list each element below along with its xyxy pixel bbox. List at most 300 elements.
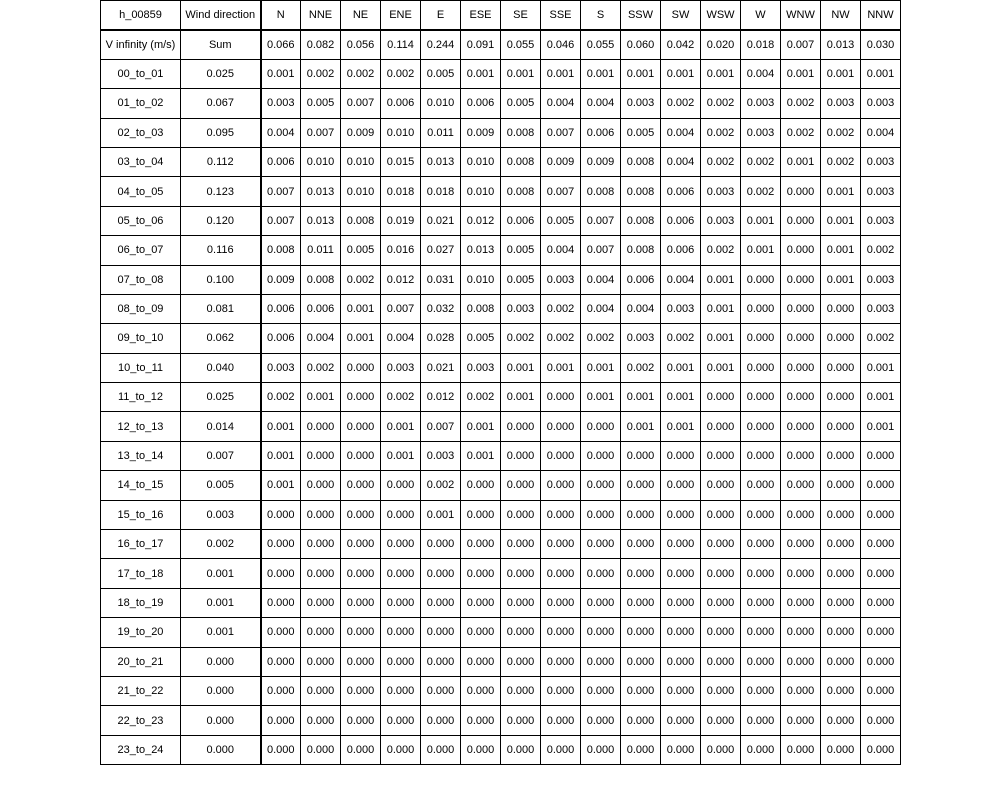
- frequency-cell: 0.001: [821, 265, 861, 294]
- frequency-cell: 0.000: [421, 588, 461, 617]
- frequency-cell: 0.004: [741, 59, 781, 88]
- frequency-cell: 0.000: [301, 559, 341, 588]
- direction-total: 0.042: [661, 30, 701, 59]
- frequency-cell: 0.000: [341, 676, 381, 705]
- frequency-cell: 0.003: [701, 177, 741, 206]
- frequency-cell: 0.000: [581, 471, 621, 500]
- frequency-cell: 0.000: [621, 588, 661, 617]
- frequency-cell: 0.001: [341, 324, 381, 353]
- speed-bin-row: [101, 676, 901, 705]
- speed-bin-label: 00_to_01: [101, 59, 181, 88]
- frequency-cell: 0.001: [741, 206, 781, 235]
- frequency-cell: 0.004: [261, 118, 301, 147]
- frequency-cell: 0.001: [301, 383, 341, 412]
- direction-total: 0.114: [381, 30, 421, 59]
- frequency-cell: 0.000: [501, 530, 541, 559]
- frequency-cell: 0.001: [541, 353, 581, 382]
- speed-bin-label: 02_to_03: [101, 118, 181, 147]
- speed-bin-sum: 0.000: [181, 706, 261, 735]
- frequency-cell: 0.001: [621, 59, 661, 88]
- frequency-cell: 0.000: [541, 618, 581, 647]
- frequency-cell: 0.010: [461, 177, 501, 206]
- speed-bin-sum: 0.001: [181, 559, 261, 588]
- frequency-cell: 0.001: [341, 294, 381, 323]
- frequency-cell: 0.004: [621, 294, 661, 323]
- frequency-cell: 0.001: [541, 59, 581, 88]
- frequency-cell: 0.000: [861, 588, 901, 617]
- frequency-cell: 0.001: [381, 441, 421, 470]
- frequency-cell: 0.000: [301, 412, 341, 441]
- frequency-cell: 0.000: [301, 735, 341, 764]
- frequency-cell: 0.000: [341, 618, 381, 647]
- frequency-cell: 0.000: [621, 618, 661, 647]
- frequency-cell: 0.000: [581, 441, 621, 470]
- frequency-cell: 0.000: [421, 676, 461, 705]
- frequency-cell: 0.002: [661, 324, 701, 353]
- frequency-cell: 0.000: [261, 500, 301, 529]
- frequency-cell: 0.000: [781, 324, 821, 353]
- frequency-cell: 0.003: [861, 206, 901, 235]
- wind-frequency-table: [100, 0, 901, 765]
- frequency-cell: 0.000: [781, 500, 821, 529]
- frequency-cell: 0.000: [701, 500, 741, 529]
- frequency-cell: 0.000: [341, 471, 381, 500]
- frequency-cell: 0.027: [421, 236, 461, 265]
- direction-total: 0.030: [861, 30, 901, 59]
- frequency-cell: 0.001: [461, 412, 501, 441]
- frequency-cell: 0.000: [821, 324, 861, 353]
- speed-bin-sum: 0.062: [181, 324, 261, 353]
- frequency-cell: 0.000: [581, 735, 621, 764]
- frequency-cell: 0.000: [341, 735, 381, 764]
- frequency-cell: 0.000: [781, 471, 821, 500]
- frequency-cell: 0.000: [861, 471, 901, 500]
- frequency-cell: 0.006: [261, 294, 301, 323]
- direction-header: SSE: [541, 1, 581, 30]
- frequency-cell: 0.000: [781, 441, 821, 470]
- frequency-cell: 0.008: [501, 147, 541, 176]
- speed-bin-row: [101, 383, 901, 412]
- speed-bin-row: [101, 647, 901, 676]
- frequency-cell: 0.005: [501, 89, 541, 118]
- speed-bin-row: [101, 324, 901, 353]
- frequency-cell: 0.000: [741, 530, 781, 559]
- speed-bin-label: 22_to_23: [101, 706, 181, 735]
- frequency-cell: 0.000: [821, 588, 861, 617]
- frequency-cell: 0.000: [581, 676, 621, 705]
- frequency-cell: 0.000: [661, 706, 701, 735]
- frequency-cell: 0.000: [461, 618, 501, 647]
- speed-bin-row: [101, 147, 901, 176]
- speed-bin-sum: 0.000: [181, 735, 261, 764]
- speed-bin-row: [101, 618, 901, 647]
- frequency-cell: 0.000: [261, 647, 301, 676]
- frequency-cell: 0.001: [381, 412, 421, 441]
- speed-bin-label: 12_to_13: [101, 412, 181, 441]
- speed-bin-sum: 0.116: [181, 236, 261, 265]
- frequency-cell: 0.008: [621, 236, 661, 265]
- frequency-cell: 0.000: [581, 618, 621, 647]
- frequency-cell: 0.005: [541, 206, 581, 235]
- frequency-cell: 0.000: [541, 706, 581, 735]
- frequency-cell: 0.003: [861, 294, 901, 323]
- frequency-cell: 0.000: [301, 441, 341, 470]
- frequency-cell: 0.000: [701, 647, 741, 676]
- frequency-cell: 0.003: [741, 118, 781, 147]
- speed-bin-row: [101, 471, 901, 500]
- frequency-cell: 0.008: [341, 206, 381, 235]
- frequency-cell: 0.000: [581, 588, 621, 617]
- frequency-cell: 0.000: [781, 530, 821, 559]
- frequency-cell: 0.000: [501, 441, 541, 470]
- speed-label: V infinity (m/s): [101, 30, 181, 59]
- table-body: [101, 1, 901, 765]
- frequency-cell: 0.000: [821, 735, 861, 764]
- frequency-cell: 0.000: [621, 500, 661, 529]
- frequency-cell: 0.001: [701, 294, 741, 323]
- frequency-cell: 0.004: [301, 324, 341, 353]
- frequency-cell: 0.000: [781, 265, 821, 294]
- frequency-cell: 0.001: [661, 59, 701, 88]
- speed-bin-row: [101, 412, 901, 441]
- frequency-cell: 0.006: [301, 294, 341, 323]
- speed-bin-label: 16_to_17: [101, 530, 181, 559]
- frequency-cell: 0.002: [301, 59, 341, 88]
- frequency-cell: 0.007: [421, 412, 461, 441]
- frequency-cell: 0.000: [461, 706, 501, 735]
- frequency-cell: 0.004: [581, 89, 621, 118]
- speed-bin-label: 05_to_06: [101, 206, 181, 235]
- speed-bin-sum: 0.081: [181, 294, 261, 323]
- speed-bin-sum: 0.025: [181, 383, 261, 412]
- frequency-cell: 0.000: [741, 294, 781, 323]
- direction-total: 0.244: [421, 30, 461, 59]
- frequency-cell: 0.000: [821, 559, 861, 588]
- frequency-cell: 0.000: [341, 647, 381, 676]
- frequency-cell: 0.000: [741, 647, 781, 676]
- speed-bin-row: [101, 735, 901, 764]
- frequency-cell: 0.010: [301, 147, 341, 176]
- frequency-cell: 0.000: [821, 647, 861, 676]
- frequency-cell: 0.003: [661, 294, 701, 323]
- frequency-cell: 0.000: [541, 559, 581, 588]
- speed-bin-label: 07_to_08: [101, 265, 181, 294]
- frequency-cell: 0.003: [861, 265, 901, 294]
- speed-bin-sum: 0.014: [181, 412, 261, 441]
- frequency-cell: 0.000: [701, 559, 741, 588]
- frequency-cell: 0.000: [701, 735, 741, 764]
- speed-bin-row: [101, 530, 901, 559]
- frequency-cell: 0.000: [341, 530, 381, 559]
- frequency-cell: 0.007: [341, 89, 381, 118]
- frequency-cell: 0.009: [261, 265, 301, 294]
- frequency-cell: 0.006: [661, 236, 701, 265]
- direction-total: 0.055: [501, 30, 541, 59]
- frequency-cell: 0.004: [541, 89, 581, 118]
- frequency-cell: 0.000: [341, 412, 381, 441]
- frequency-cell: 0.000: [741, 559, 781, 588]
- frequency-cell: 0.006: [661, 177, 701, 206]
- frequency-cell: 0.000: [781, 618, 821, 647]
- speed-bin-label: 14_to_15: [101, 471, 181, 500]
- speed-bin-label: 01_to_02: [101, 89, 181, 118]
- frequency-cell: 0.008: [621, 177, 661, 206]
- frequency-cell: 0.003: [261, 353, 301, 382]
- frequency-cell: 0.000: [581, 706, 621, 735]
- frequency-cell: 0.000: [341, 559, 381, 588]
- frequency-cell: 0.012: [461, 206, 501, 235]
- frequency-cell: 0.010: [461, 265, 501, 294]
- frequency-cell: 0.000: [821, 706, 861, 735]
- frequency-cell: 0.002: [381, 383, 421, 412]
- frequency-cell: 0.000: [381, 530, 421, 559]
- frequency-cell: 0.000: [621, 559, 661, 588]
- frequency-cell: 0.000: [501, 618, 541, 647]
- frequency-cell: 0.000: [701, 588, 741, 617]
- frequency-cell: 0.000: [821, 471, 861, 500]
- speed-bin-label: 09_to_10: [101, 324, 181, 353]
- frequency-cell: 0.000: [701, 441, 741, 470]
- frequency-cell: 0.001: [701, 353, 741, 382]
- direction-total: 0.020: [701, 30, 741, 59]
- frequency-cell: 0.000: [821, 441, 861, 470]
- direction-total: 0.082: [301, 30, 341, 59]
- speed-bin-row: [101, 500, 901, 529]
- frequency-cell: 0.000: [301, 471, 341, 500]
- frequency-cell: 0.000: [781, 236, 821, 265]
- speed-bin-row: [101, 588, 901, 617]
- direction-total: 0.018: [741, 30, 781, 59]
- speed-bin-sum: 0.005: [181, 471, 261, 500]
- frequency-cell: 0.000: [381, 471, 421, 500]
- frequency-cell: 0.000: [341, 706, 381, 735]
- frequency-cell: 0.000: [821, 676, 861, 705]
- frequency-cell: 0.001: [821, 177, 861, 206]
- frequency-cell: 0.000: [781, 676, 821, 705]
- frequency-cell: 0.002: [301, 353, 341, 382]
- frequency-cell: 0.008: [621, 147, 661, 176]
- frequency-cell: 0.000: [861, 647, 901, 676]
- frequency-cell: 0.001: [261, 441, 301, 470]
- frequency-cell: 0.000: [781, 735, 821, 764]
- frequency-cell: 0.000: [541, 500, 581, 529]
- frequency-cell: 0.016: [381, 236, 421, 265]
- speed-bin-label: 10_to_11: [101, 353, 181, 382]
- frequency-cell: 0.000: [381, 559, 421, 588]
- frequency-cell: 0.001: [621, 412, 661, 441]
- frequency-cell: 0.004: [861, 118, 901, 147]
- direction-header: WNW: [781, 1, 821, 30]
- frequency-cell: 0.005: [421, 59, 461, 88]
- frequency-cell: 0.004: [581, 294, 621, 323]
- speed-bin-row: [101, 177, 901, 206]
- frequency-cell: 0.000: [421, 618, 461, 647]
- frequency-cell: 0.001: [661, 353, 701, 382]
- frequency-cell: 0.000: [821, 294, 861, 323]
- frequency-cell: 0.000: [421, 735, 461, 764]
- frequency-cell: 0.001: [701, 324, 741, 353]
- frequency-cell: 0.001: [501, 383, 541, 412]
- frequency-cell: 0.002: [381, 59, 421, 88]
- frequency-cell: 0.000: [621, 471, 661, 500]
- frequency-cell: 0.003: [381, 353, 421, 382]
- frequency-cell: 0.000: [741, 412, 781, 441]
- frequency-cell: 0.000: [461, 500, 501, 529]
- header-row: [101, 1, 901, 30]
- frequency-cell: 0.000: [341, 353, 381, 382]
- frequency-cell: 0.000: [661, 500, 701, 529]
- speed-bin-label: 03_to_04: [101, 147, 181, 176]
- frequency-cell: 0.008: [461, 294, 501, 323]
- frequency-cell: 0.000: [741, 383, 781, 412]
- frequency-cell: 0.000: [261, 618, 301, 647]
- frequency-cell: 0.003: [861, 177, 901, 206]
- frequency-cell: 0.002: [701, 236, 741, 265]
- speed-bin-label: 19_to_20: [101, 618, 181, 647]
- speed-bin-sum: 0.120: [181, 206, 261, 235]
- frequency-cell: 0.000: [301, 588, 341, 617]
- direction-header: SSW: [621, 1, 661, 30]
- direction-total: 0.091: [461, 30, 501, 59]
- frequency-cell: 0.001: [861, 59, 901, 88]
- frequency-cell: 0.000: [541, 441, 581, 470]
- frequency-cell: 0.000: [701, 412, 741, 441]
- speed-bin-sum: 0.003: [181, 500, 261, 529]
- frequency-cell: 0.000: [381, 647, 421, 676]
- frequency-cell: 0.000: [821, 412, 861, 441]
- frequency-cell: 0.019: [381, 206, 421, 235]
- frequency-cell: 0.003: [701, 206, 741, 235]
- speed-bin-row: [101, 118, 901, 147]
- frequency-cell: 0.001: [821, 206, 861, 235]
- speed-bin-label: 13_to_14: [101, 441, 181, 470]
- frequency-cell: 0.000: [781, 294, 821, 323]
- speed-bin-sum: 0.025: [181, 59, 261, 88]
- frequency-cell: 0.000: [621, 706, 661, 735]
- frequency-cell: 0.000: [461, 647, 501, 676]
- frequency-cell: 0.001: [261, 471, 301, 500]
- frequency-cell: 0.000: [581, 647, 621, 676]
- speed-bin-sum: 0.002: [181, 530, 261, 559]
- frequency-cell: 0.000: [461, 530, 501, 559]
- frequency-cell: 0.000: [781, 412, 821, 441]
- frequency-cell: 0.000: [661, 647, 701, 676]
- direction-header: N: [261, 1, 301, 30]
- frequency-cell: 0.001: [581, 353, 621, 382]
- frequency-cell: 0.002: [861, 324, 901, 353]
- frequency-cell: 0.000: [661, 618, 701, 647]
- frequency-cell: 0.004: [661, 265, 701, 294]
- frequency-cell: 0.000: [821, 618, 861, 647]
- frequency-cell: 0.000: [621, 530, 661, 559]
- frequency-cell: 0.001: [261, 59, 301, 88]
- frequency-cell: 0.008: [301, 265, 341, 294]
- frequency-cell: 0.013: [461, 236, 501, 265]
- frequency-cell: 0.000: [861, 706, 901, 735]
- speed-bin-label: 18_to_19: [101, 588, 181, 617]
- frequency-cell: 0.002: [541, 324, 581, 353]
- frequency-cell: 0.000: [501, 706, 541, 735]
- frequency-cell: 0.000: [381, 706, 421, 735]
- frequency-cell: 0.000: [781, 383, 821, 412]
- speed-bin-sum: 0.067: [181, 89, 261, 118]
- frequency-cell: 0.003: [461, 353, 501, 382]
- frequency-cell: 0.005: [341, 236, 381, 265]
- totals-row: [101, 30, 901, 59]
- frequency-cell: 0.001: [621, 383, 661, 412]
- direction-header: ENE: [381, 1, 421, 30]
- frequency-cell: 0.000: [501, 471, 541, 500]
- frequency-cell: 0.000: [381, 735, 421, 764]
- frequency-cell: 0.000: [741, 618, 781, 647]
- frequency-cell: 0.004: [381, 324, 421, 353]
- frequency-cell: 0.009: [341, 118, 381, 147]
- frequency-cell: 0.000: [501, 735, 541, 764]
- direction-header: NNW: [861, 1, 901, 30]
- speed-bin-label: 15_to_16: [101, 500, 181, 529]
- frequency-cell: 0.000: [781, 706, 821, 735]
- frequency-cell: 0.009: [581, 147, 621, 176]
- frequency-cell: 0.000: [261, 559, 301, 588]
- frequency-cell: 0.000: [461, 676, 501, 705]
- frequency-cell: 0.000: [661, 471, 701, 500]
- frequency-cell: 0.000: [541, 383, 581, 412]
- speed-bin-row: [101, 89, 901, 118]
- frequency-cell: 0.003: [261, 89, 301, 118]
- frequency-cell: 0.001: [661, 383, 701, 412]
- frequency-cell: 0.006: [461, 89, 501, 118]
- frequency-cell: 0.000: [261, 706, 301, 735]
- frequency-cell: 0.000: [821, 383, 861, 412]
- frequency-cell: 0.005: [461, 324, 501, 353]
- frequency-cell: 0.000: [661, 559, 701, 588]
- frequency-cell: 0.001: [661, 412, 701, 441]
- frequency-cell: 0.000: [781, 559, 821, 588]
- frequency-cell: 0.008: [621, 206, 661, 235]
- frequency-cell: 0.000: [341, 383, 381, 412]
- frequency-cell: 0.000: [781, 588, 821, 617]
- frequency-cell: 0.000: [301, 676, 341, 705]
- frequency-cell: 0.000: [661, 530, 701, 559]
- frequency-cell: 0.001: [741, 236, 781, 265]
- speed-bin-label: 23_to_24: [101, 735, 181, 764]
- frequency-cell: 0.000: [381, 500, 421, 529]
- frequency-cell: 0.001: [581, 383, 621, 412]
- direction-header: SE: [501, 1, 541, 30]
- speed-bin-sum: 0.001: [181, 618, 261, 647]
- frequency-cell: 0.000: [381, 588, 421, 617]
- speed-bin-label: 20_to_21: [101, 647, 181, 676]
- frequency-cell: 0.006: [661, 206, 701, 235]
- frequency-cell: 0.010: [341, 177, 381, 206]
- frequency-cell: 0.000: [261, 588, 301, 617]
- frequency-cell: 0.000: [461, 559, 501, 588]
- frequency-cell: 0.009: [461, 118, 501, 147]
- frequency-cell: 0.012: [381, 265, 421, 294]
- frequency-cell: 0.000: [701, 471, 741, 500]
- frequency-cell: 0.004: [541, 236, 581, 265]
- frequency-cell: 0.000: [741, 500, 781, 529]
- direction-header: W: [741, 1, 781, 30]
- speed-bin-row: [101, 441, 901, 470]
- frequency-cell: 0.001: [461, 441, 501, 470]
- frequency-cell: 0.004: [581, 265, 621, 294]
- frequency-cell: 0.001: [821, 59, 861, 88]
- speed-bin-row: [101, 59, 901, 88]
- frequency-cell: 0.000: [581, 559, 621, 588]
- frequency-cell: 0.005: [501, 265, 541, 294]
- frequency-cell: 0.000: [301, 647, 341, 676]
